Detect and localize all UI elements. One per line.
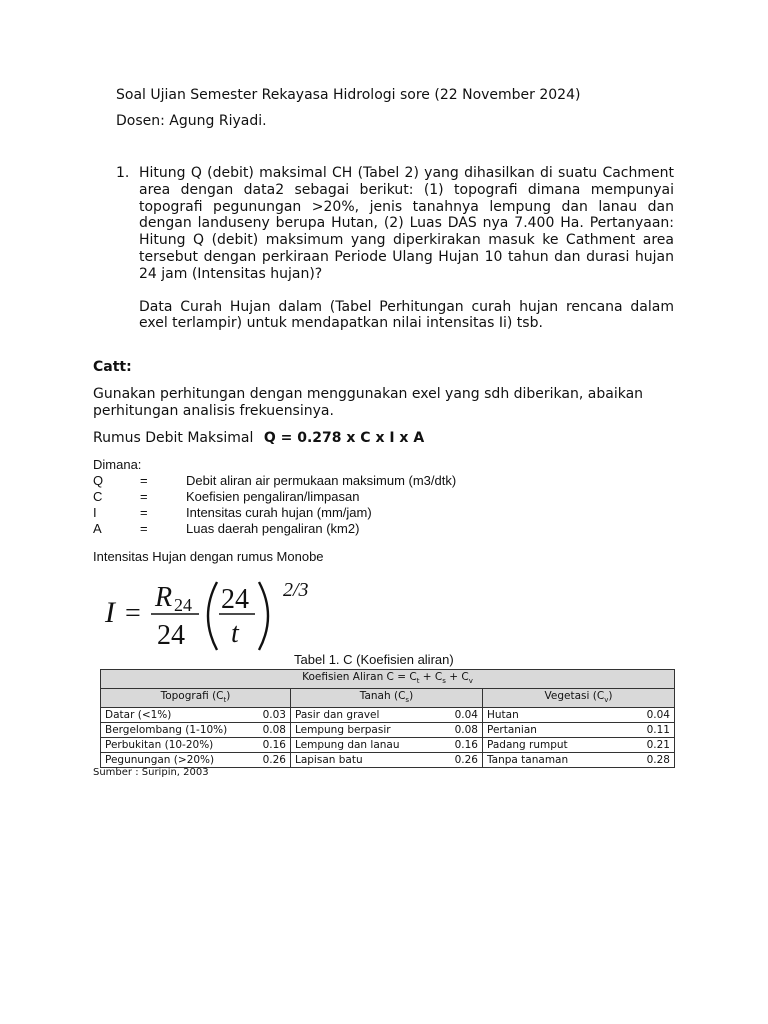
definition-equals: = (140, 473, 148, 488)
paren-numerator: 24 (221, 584, 249, 615)
table-caption: Tabel 1. C (Koefisien aliran) (294, 652, 454, 667)
formula-numerator: R (155, 582, 173, 613)
formula-label: Rumus Debit Maksimal (93, 430, 254, 446)
table-row (101, 708, 675, 723)
definition-row (93, 521, 593, 537)
definitions-heading: Dimana: (93, 457, 142, 472)
topografi-label: Bergelombang (1-10%) (101, 723, 254, 738)
tanah-label: Lapisan batu (290, 753, 440, 768)
definition-row (93, 473, 593, 489)
table-row (101, 753, 675, 768)
tanah-label: Lempung dan lanau (290, 738, 440, 753)
note-text: Gunakan perhitungan dengan menggunakan exel yang sdh diberikan, abaikan perhitungan analisis frekuensinya. (93, 386, 644, 419)
table-header-row (101, 670, 675, 689)
tanah-label: Pasir dan gravel (290, 708, 440, 723)
definition-description: Koefisien pengaliran/limpasan (186, 489, 360, 504)
table-row (101, 738, 675, 753)
definition-symbol: C (93, 489, 103, 504)
column-header-vegetasi: Vegetasi $(C_v)$ (482, 689, 674, 708)
question-body (139, 165, 674, 332)
paren-denominator: t (231, 618, 239, 649)
definition-equals: = (140, 521, 148, 536)
vegetasi-label: Pertanian (482, 723, 624, 738)
right-paren (259, 582, 268, 650)
definition-description: Debit aliran air permukaan maksimum (m3/dtk) (186, 473, 457, 488)
monobe-formula (103, 576, 323, 656)
formula-denominator: 24 (157, 620, 185, 651)
monobe-title: Intensitas Hujan dengan rumus Monobe (93, 549, 324, 564)
definition-description: Luas daerah pengaliran (km2) (186, 521, 360, 536)
tanah-label: Lempung berpasir (290, 723, 440, 738)
tanah-value: 0.04 (440, 708, 482, 723)
topografi-value: 0.26 (253, 753, 290, 768)
question-1 (116, 165, 674, 332)
definition-symbol: Q (93, 473, 104, 488)
definition-symbol: A (93, 521, 102, 536)
topografi-value: 0.16 (253, 738, 290, 753)
column-header-tanah: Tanah $(C_s)$ (290, 689, 482, 708)
formula-line (93, 430, 424, 446)
topografi-label: Datar (<1%) (101, 708, 254, 723)
question-number: 1. (116, 165, 130, 181)
question-paragraph-2: Data Curah Hujan dalam (Tabel Perhitungan curah hujan rencana dalam exel terlampir) untuk mendapatkan nilai intensitas Ii) tsb. (139, 298, 674, 332)
vegetasi-value: 0.04 (624, 708, 674, 723)
lecturer-name: Dosen: Agung Riyadi. (116, 113, 267, 129)
vegetasi-label: Padang rumput (482, 738, 624, 753)
tanah-value: 0.08 (440, 723, 482, 738)
table-main-header: Koefisien Aliran $C = C_t + C_s + C_v$ (101, 670, 675, 689)
definition-description: Intensitas curah hujan (mm/jam) (186, 505, 372, 520)
definition-row (93, 505, 593, 521)
formula-numerator-sub: 24 (174, 595, 192, 615)
definition-equals: = (140, 489, 148, 504)
vegetasi-label: Tanpa tanaman (482, 753, 624, 768)
definition-symbol: I (93, 505, 97, 520)
definition-row (93, 489, 593, 505)
tanah-value: 0.26 (440, 753, 482, 768)
formula-exponent: 2/3 (283, 579, 309, 601)
left-paren (208, 582, 217, 650)
table-row (101, 723, 675, 738)
formula-equals: = (125, 598, 141, 629)
definition-equals: = (140, 505, 148, 520)
exam-title: Soal Ujian Semester Rekayasa Hidrologi sore (22 November 2024) (116, 87, 581, 103)
vegetasi-label: Hutan (482, 708, 624, 723)
topografi-label: Perbukitan (10-20%) (101, 738, 254, 753)
column-header-topografi: Topografi $(C_t)$ (101, 689, 291, 708)
table-source: Sumber : Suripin, 2003 (93, 767, 209, 778)
topografi-label: Pegunungan (>20%) (101, 753, 254, 768)
vegetasi-value: 0.28 (624, 753, 674, 768)
vegetasi-value: 0.21 (624, 738, 674, 753)
vegetasi-value: 0.11 (624, 723, 674, 738)
question-paragraph-1: Hitung Q (debit) maksimal CH (Tabel 2) yang dihasilkan di suatu Cachment area dengan data2 sebagai berikut: (1) topografi dimana mempunyai topografi pegunungan >20%, jenis tanahnya lempung dan lanau dan dengan landuseny berupa Hutan, (2) Luas DAS nya 7.400 Ha. Pertanyaan: Hitung Q (debit) maksimum yang diperkirakan masuk ke Cathment area tersebut dengan perkiraan Periode Ulang Hujan 10 tahun dan durasi hujan 24 jam (Intensitas hujan)? (139, 165, 674, 282)
coefficient-table (100, 669, 675, 768)
topografi-value: 0.08 (253, 723, 290, 738)
formula-text: Q = 0.278 x C x I x A (263, 430, 425, 446)
table-column-header-row (101, 689, 675, 708)
topografi-value: 0.03 (253, 708, 290, 723)
note-heading: Catt: (93, 359, 132, 375)
tanah-value: 0.16 (440, 738, 482, 753)
formula-lhs: I (105, 596, 115, 629)
